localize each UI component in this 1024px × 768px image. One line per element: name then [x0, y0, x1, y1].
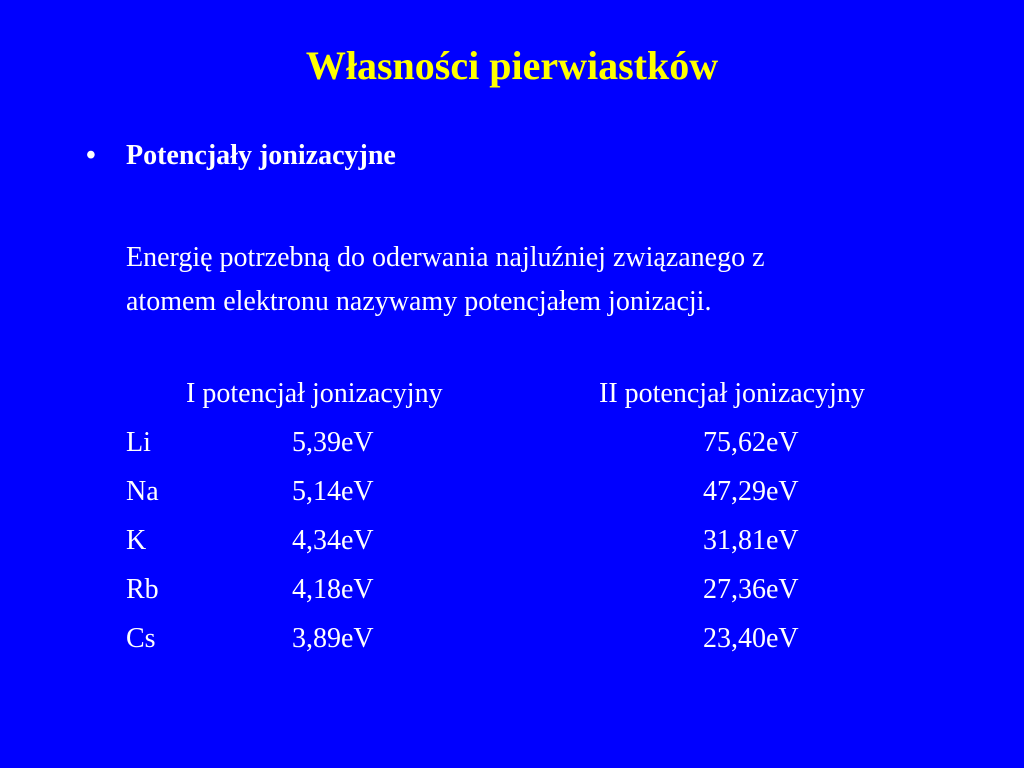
column-header-second-potential: II potencjał jonizacyjny — [599, 378, 865, 409]
row-second-potential: 47,29eV — [703, 476, 799, 507]
row-second-potential: 23,40eV — [703, 623, 799, 654]
row-element: Rb — [126, 574, 159, 605]
bullet-heading: Potencjały jonizacyjne — [126, 140, 396, 171]
column-header-first-potential: I potencjał jonizacyjny — [186, 378, 443, 409]
bullet-marker: • — [86, 140, 96, 171]
slide-title: Własności pierwiastków — [305, 43, 719, 88]
row-first-potential: 5,39eV — [292, 427, 374, 458]
paragraph-line-1: Energię potrzebną do oderwania najluźniej związanego z — [126, 242, 765, 273]
row-element: Cs — [126, 623, 156, 654]
row-second-potential: 75,62eV — [703, 427, 799, 458]
paragraph-line-2: atomem elektronu nazywamy potencjałem jonizacji. — [126, 286, 712, 317]
row-second-potential: 27,36eV — [703, 574, 799, 605]
row-element: Li — [126, 427, 151, 458]
definition-paragraph — [126, 236, 946, 324]
row-element: K — [126, 525, 147, 556]
row-first-potential: 3,89eV — [292, 623, 374, 654]
row-first-potential: 4,34eV — [292, 525, 374, 556]
row-first-potential: 5,14eV — [292, 476, 374, 507]
row-element: Na — [126, 476, 159, 507]
row-second-potential: 31,81eV — [703, 525, 799, 556]
row-first-potential: 4,18eV — [292, 574, 374, 605]
